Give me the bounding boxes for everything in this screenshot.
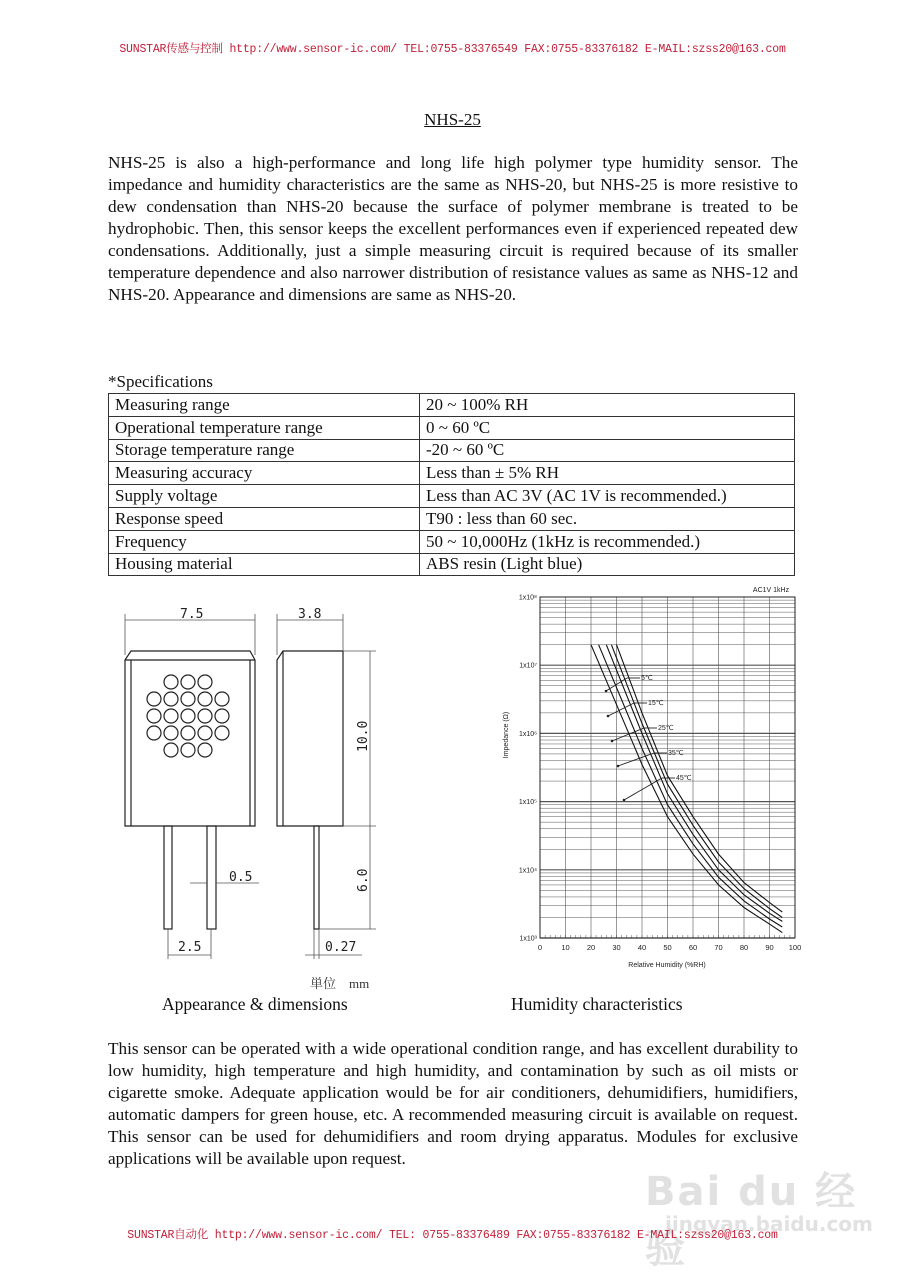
spec-name: Measuring accuracy [109, 462, 420, 485]
svg-text:50: 50 [663, 943, 672, 952]
table-row [109, 485, 795, 508]
svg-text:1x10⁴: 1x10⁴ [518, 867, 537, 875]
spec-value: Less than ± 5% RH [420, 462, 795, 485]
curve-5℃ [617, 645, 783, 912]
unit-label: 単位 mm [310, 976, 370, 991]
chart-annotation: AC1V 1kHz [752, 587, 790, 594]
svg-text:1x10⁷: 1x10⁷ [519, 662, 537, 670]
svg-text:10: 10 [561, 943, 570, 952]
humidity-chart [490, 580, 810, 975]
spec-value: ABS resin (Light blue) [420, 553, 795, 576]
svg-text:45℃: 45℃ [676, 775, 692, 782]
svg-text:1x10⁸: 1x10⁸ [518, 594, 537, 602]
curve-35℃ [599, 645, 783, 927]
svg-text:35℃: 35℃ [668, 750, 684, 757]
table-row [109, 530, 795, 553]
svg-text:0: 0 [537, 943, 543, 952]
spec-name: Storage temperature range [109, 439, 420, 462]
figure-caption-appearance: Appearance & dimensions [162, 994, 348, 1014]
svg-text:60: 60 [688, 943, 698, 952]
svg-text:15℃: 15℃ [648, 700, 664, 707]
table-row [109, 439, 795, 462]
spec-name: Supply voltage [109, 485, 420, 508]
closing-paragraph: This sensor can be operated with a wide operational condition range, and has excellent durability to low humidity, high temperature and high humidity, and contamination by such as oil mists or cigarette smoke. Adequate application would be for air conditioners, dehumidifiers, humidifiers, automatic dampers for green house, etc. A recommended measuring circuit is available on request. This sensor can be used for dehumidifiers and room drying apparatus. Modules for exclusive applications will be available upon request. [108, 1039, 798, 1168]
svg-text:5℃: 5℃ [641, 675, 653, 682]
table-row [109, 416, 795, 439]
spec-name: Operational temperature range [109, 416, 420, 439]
dim-lead-thickness-label: 0.27 [325, 940, 357, 955]
svg-text:40: 40 [637, 943, 647, 952]
svg-text:30: 30 [612, 943, 621, 952]
watermark-logo-text: Bai du 经验 [645, 1169, 858, 1272]
intro-paragraph: NHS-25 is also a high-performance and long life high polymer type humidity sensor. The impedance and humidity characteristics are the same as NHS-20, but NHS-25 is more resistive to dew condensation than NHS-20 because the surface of polymer membrane is treated to be hydrophobic. Then, this sensor keeps the excellent performances even if experienced repeated dew condensations. Additionally, just a simple measuring circuit is required because of its smaller temperature dependence and also narrower distribution of resistance values as same as NHS-12 and NHS-20. Appearance and dimensions are same as NHS-20. [108, 153, 798, 304]
chart-xlabel: Relative Humidity (%RH) [628, 962, 706, 969]
spec-value: Less than AC 3V (AC 1V is recommended.) [420, 485, 795, 508]
svg-text:90: 90 [765, 943, 774, 952]
spec-value: 50 ~ 10,000Hz (1kHz is recommended.) [420, 530, 795, 553]
watermark-url-text: jingyan.baidu.com [665, 1212, 873, 1236]
dim-depth-label: 3.8 [298, 607, 322, 622]
specifications-heading: *Specifications [108, 372, 213, 391]
svg-text:70: 70 [714, 943, 723, 952]
spec-name: Frequency [109, 530, 420, 553]
table-row [109, 553, 795, 576]
dim-lead-length-label: 6.0 [356, 868, 371, 892]
curve-25℃ [606, 645, 782, 922]
spec-name: Measuring range [109, 394, 420, 417]
dim-width-label: 7.5 [180, 607, 204, 622]
dim-lead-width-label: 0.5 [229, 870, 253, 885]
dimension-drawing [100, 595, 400, 970]
spec-value: 20 ~ 100% RH [420, 394, 795, 417]
figure-caption-humidity: Humidity characteristics [511, 994, 683, 1014]
svg-text:20: 20 [586, 943, 596, 952]
table-row [109, 462, 795, 485]
svg-text:80: 80 [739, 943, 749, 952]
svg-text:1x10⁶: 1x10⁶ [518, 730, 537, 738]
spec-value: T90 : less than 60 sec. [420, 507, 795, 530]
svg-text:1x10⁵: 1x10⁵ [518, 799, 537, 807]
specifications-table [108, 393, 795, 576]
svg-text:100: 100 [788, 943, 802, 952]
svg-text:1x10³: 1x10³ [519, 935, 537, 943]
document-title: NHS-25 [424, 110, 481, 129]
spec-name: Response speed [109, 507, 420, 530]
svg-text:25℃: 25℃ [658, 725, 674, 732]
table-row [109, 507, 795, 530]
spec-value: 0 ~ 60 ºC [420, 416, 795, 439]
spec-name: Housing material [109, 553, 420, 576]
page-header-contact: SUNSTAR传感与控制 http://www.sensor-ic.com/ TEL:0755-83376549 FAX:0755-83376182 E-MAIL:szss20@163.com [119, 43, 786, 56]
page-footer-contact: SUNSTAR自动化 http://www.sensor-ic.com/ TEL: 0755-83376489 FAX:0755-83376182 E-MAIL:szss20@163.com [127, 1229, 778, 1242]
dim-lead-pitch-label: 2.5 [178, 940, 202, 955]
table-row [109, 394, 795, 417]
dim-body-height-label: 10.0 [356, 720, 371, 752]
spec-value: -20 ~ 60 ºC [420, 439, 795, 462]
curve-45℃ [591, 645, 782, 933]
chart-ylabel: Impedance (Ω) [503, 711, 510, 759]
